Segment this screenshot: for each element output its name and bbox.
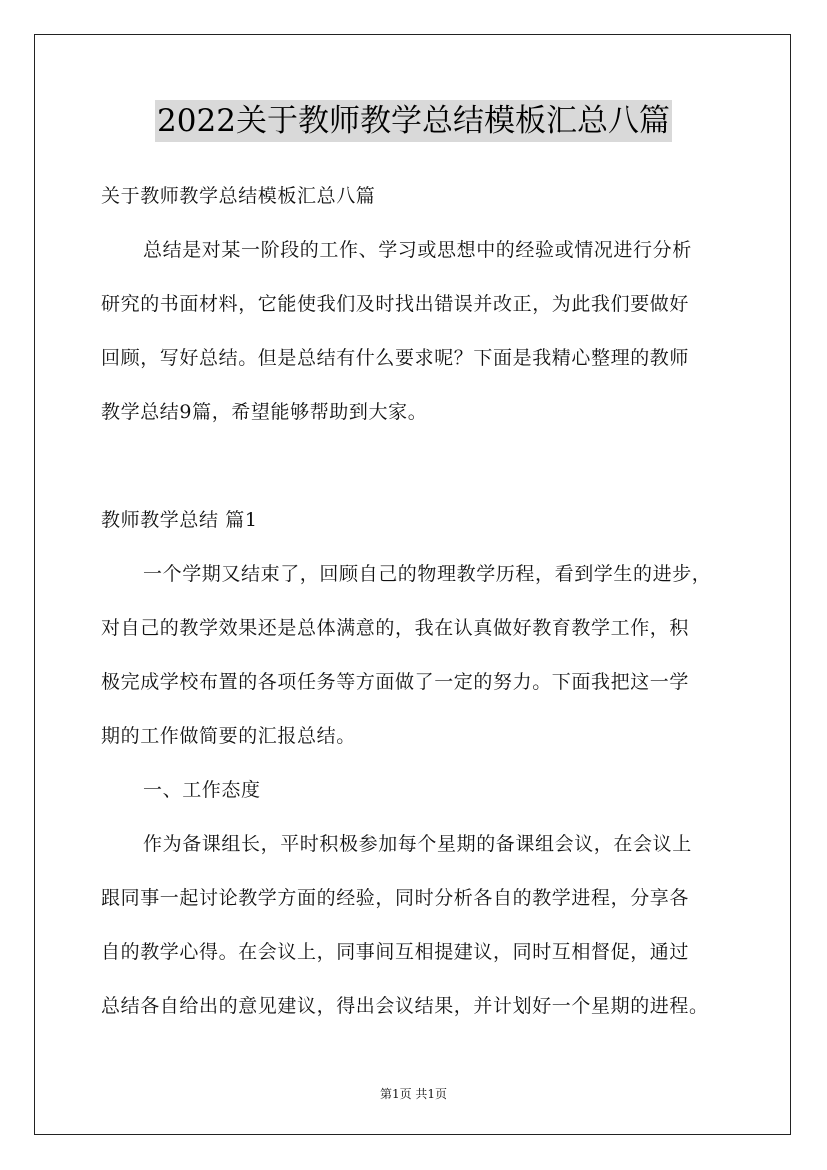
section-line-2: 对自己的教学效果还是总体满意的，我在认真做好教育教学工作，积 <box>101 617 690 639</box>
section-line-3: 极完成学校布置的各项任务等方面做了一定的努力。下面我把这一学 <box>101 671 690 693</box>
document-title <box>0 100 827 142</box>
intro-line-3: 回顾，写好总结。但是总结有什么要求呢？下面是我精心整理的教师 <box>101 347 690 369</box>
subheading: 一、工作态度 <box>143 779 261 801</box>
intro-line-4: 教学总结9篇，希望能够帮助到大家。 <box>101 401 428 423</box>
work-line-3: 自的教学心得。在会议上，同事间互相提建议，同时互相督促，通过 <box>101 941 690 963</box>
work-line-4: 总结各自给出的意见建议，得出会议结果，并计划好一个星期的进程。 <box>101 995 709 1017</box>
section-line-4: 期的工作做简要的汇报总结。 <box>101 725 356 747</box>
document-title-text: 2022关于教师教学总结模板汇总八篇 <box>155 100 672 142</box>
intro-line-1: 总结是对某一阶段的工作、学习或思想中的经验或情况进行分析 <box>143 239 692 261</box>
section-line-1: 一个学期又结束了，回顾自己的物理教学历程，看到学生的进步， <box>143 563 712 585</box>
section-heading: 教师教学总结 篇1 <box>101 509 258 531</box>
work-line-1: 作为备课组长，平时积极参加每个星期的备课组会议，在会议上 <box>143 833 692 855</box>
intro-line-2: 研究的书面材料，它能使我们及时找出错误并改正，为此我们要做好 <box>101 293 690 315</box>
page-footer: 第1页 共1页 <box>379 1087 448 1101</box>
document-subtitle: 关于教师教学总结模板汇总八篇 <box>101 185 376 207</box>
work-line-2: 跟同事一起讨论教学方面的经验，同时分析各自的教学进程，分享各 <box>101 887 690 909</box>
